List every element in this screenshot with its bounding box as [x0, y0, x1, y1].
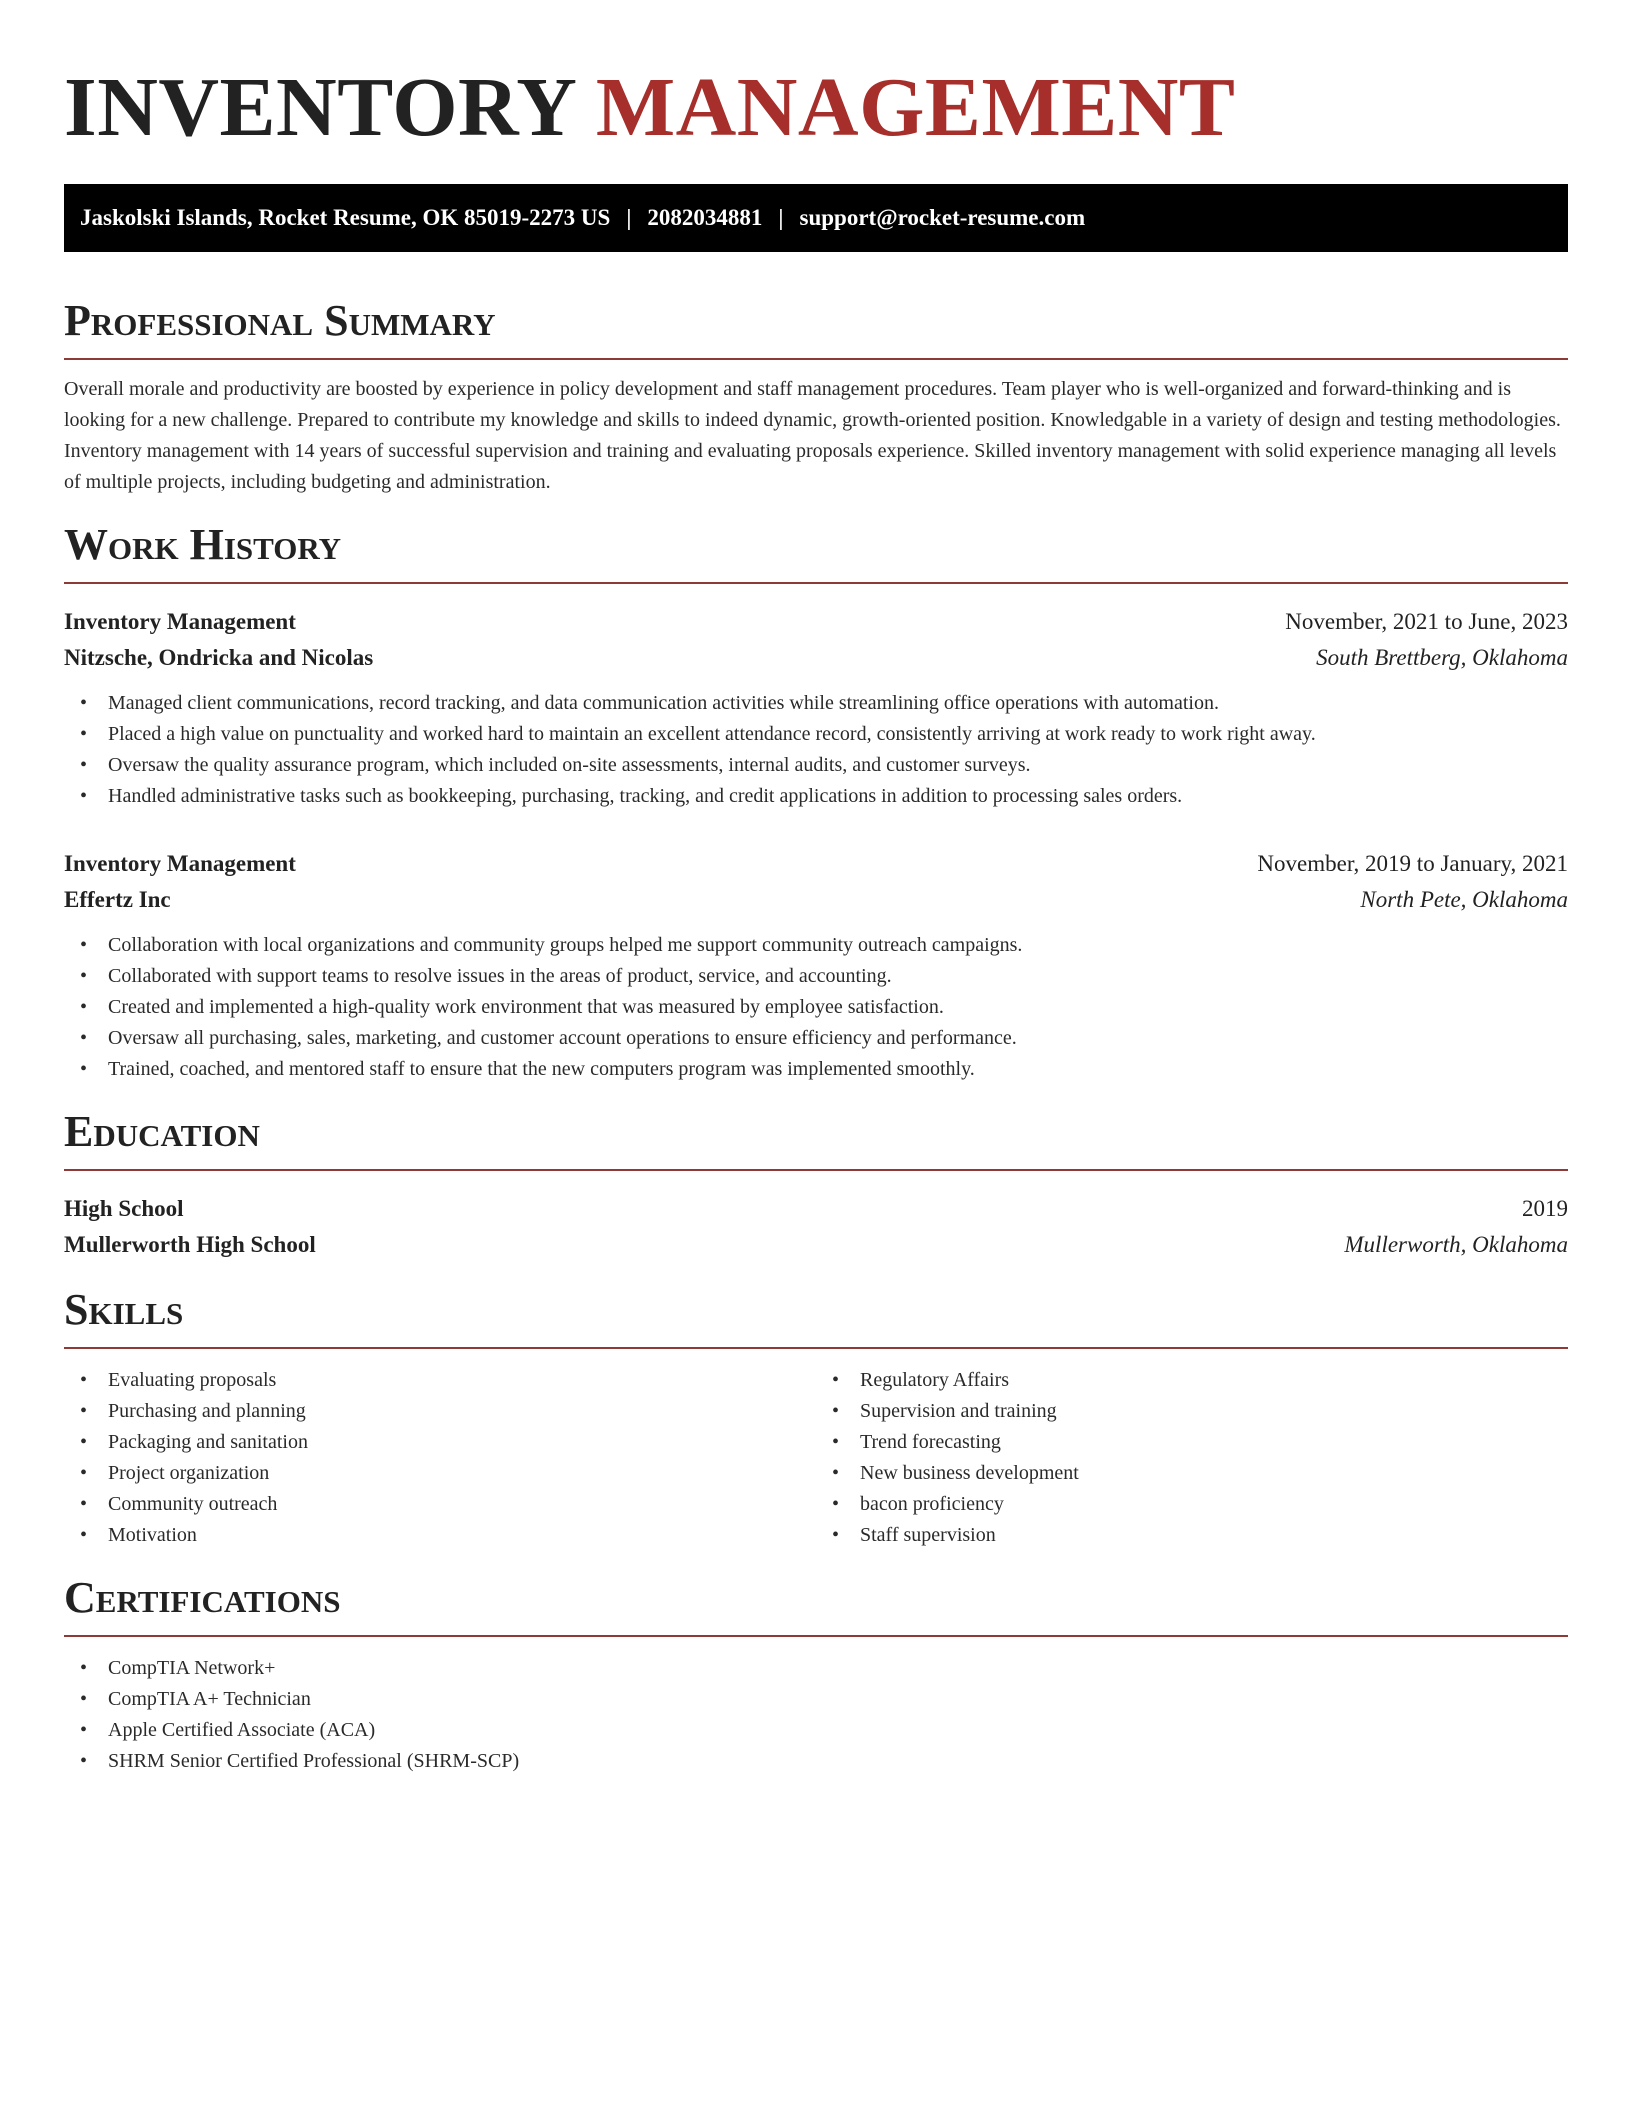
list-item: • Motivation — [64, 1520, 816, 1551]
list-item: • Trained, coached, and mentored staff to ensure that the new computers program was implemented smoothly. — [64, 1054, 1568, 1085]
list-item: • Placed a high value on punctuality and worked hard to maintain an excellent attendance record, consistently arriving at work ready to work right away. — [64, 719, 1568, 750]
summary-text: Overall morale and productivity are boosted by experience in policy development and staff management procedures. Team player who is well-organized and forward-thinking and is looking for a new challenge. Prepared to contribute my knowledge and skills to indeed dynamic, growth-oriented position. Knowledgable in a variety of design and testing methodologies. Inventory management with 14 years of successful supervision and training and evaluating proposals experience. Skilled inventory management with solid experience managing all levels of multiple projects, including budgeting and administration. — [64, 378, 1561, 493]
section-title-education: Education — [64, 1107, 1568, 1171]
list-item: • Staff supervision — [816, 1520, 1568, 1551]
contact-bar — [64, 184, 1568, 252]
list-item: • Evaluating proposals — [64, 1365, 816, 1396]
job-company: Effertz Inc — [64, 887, 171, 912]
list-item: • Oversaw the quality assurance program, which included on-site assessments, internal audits, and customer surveys. — [64, 750, 1568, 781]
list-item: • bacon proficiency — [816, 1489, 1568, 1520]
list-item: • CompTIA A+ Technician — [64, 1684, 1568, 1715]
education-year: 2019 — [1522, 1196, 1568, 1221]
list-item: • Trend forecasting — [816, 1427, 1568, 1458]
contact-email: support@rocket-resume.com — [799, 205, 1086, 230]
list-item: • Handled administrative tasks such as bookkeeping, purchasing, tracking, and credit applications in addition to processing sales orders. — [64, 781, 1568, 812]
skills-column-left — [64, 1365, 816, 1551]
skills-list — [64, 1365, 1568, 1551]
job-bullets — [64, 688, 1568, 812]
certifications-bullets — [64, 1653, 1568, 1777]
list-item: • New business development — [816, 1458, 1568, 1489]
section-title-skills: Skills — [64, 1285, 1568, 1349]
job-location: North Pete, Oklahoma — [1360, 887, 1568, 912]
skills-column-right — [816, 1365, 1568, 1551]
contact-phone: 2082034881 — [647, 205, 763, 230]
education-location: Mullerworth, Oklahoma — [1344, 1232, 1568, 1257]
job-dates: November, 2019 to January, 2021 — [1257, 851, 1568, 876]
list-item: • Regulatory Affairs — [816, 1365, 1568, 1396]
name-last: MANAGEMENT — [595, 61, 1236, 154]
list-item: • SHRM Senior Certified Professional (SHRM-SCP) — [64, 1746, 1568, 1777]
contact-separator: | — [626, 205, 632, 230]
job-title: Inventory Management — [64, 851, 296, 876]
job-dates: November, 2021 to June, 2023 — [1285, 609, 1568, 634]
section-title-certifications: Certifications — [64, 1573, 1568, 1637]
list-item: • Supervision and training — [816, 1396, 1568, 1427]
list-item: • Oversaw all purchasing, sales, marketing, and customer account operations to ensure efficiency and performance. — [64, 1023, 1568, 1054]
section-title-work-history: Work History — [64, 520, 1568, 584]
job-entry — [64, 846, 1568, 1085]
list-item: • Community outreach — [64, 1489, 816, 1520]
list-item: • Collaboration with local organizations and community groups helped me support community outreach campaigns. — [64, 930, 1568, 961]
name-first: INVENTORY — [64, 61, 575, 154]
list-item: • Purchasing and planning — [64, 1396, 816, 1427]
job-location: South Brettberg, Oklahoma — [1316, 645, 1568, 670]
list-item: • Collaborated with support teams to resolve issues in the areas of product, service, and accounting. — [64, 961, 1568, 992]
section-title-summary: Professional Summary — [64, 296, 1568, 360]
job-title: Inventory Management — [64, 609, 296, 634]
list-item: • Project organization — [64, 1458, 816, 1489]
education-degree: High School — [64, 1196, 184, 1221]
list-item: • CompTIA Network+ — [64, 1653, 1568, 1684]
job-company: Nitzsche, Ondricka and Nicolas — [64, 645, 374, 670]
job-entry — [64, 604, 1568, 812]
contact-address: Jaskolski Islands, Rocket Resume, OK 85019-2273 US — [80, 205, 611, 230]
list-item: • Packaging and sanitation — [64, 1427, 816, 1458]
contact-separator: | — [778, 205, 784, 230]
list-item: • Created and implemented a high-quality work environment that was measured by employee satisfaction. — [64, 992, 1568, 1023]
certifications-list — [64, 1653, 1568, 1777]
list-item: • Managed client communications, record tracking, and data communication activities while streamlining office operations with automation. — [64, 688, 1568, 719]
resume-name — [64, 61, 1568, 154]
job-bullets — [64, 930, 1568, 1085]
list-item: • Apple Certified Associate (ACA) — [64, 1715, 1568, 1746]
education-entry — [64, 1191, 1568, 1263]
education-school: Mullerworth High School — [64, 1232, 316, 1257]
